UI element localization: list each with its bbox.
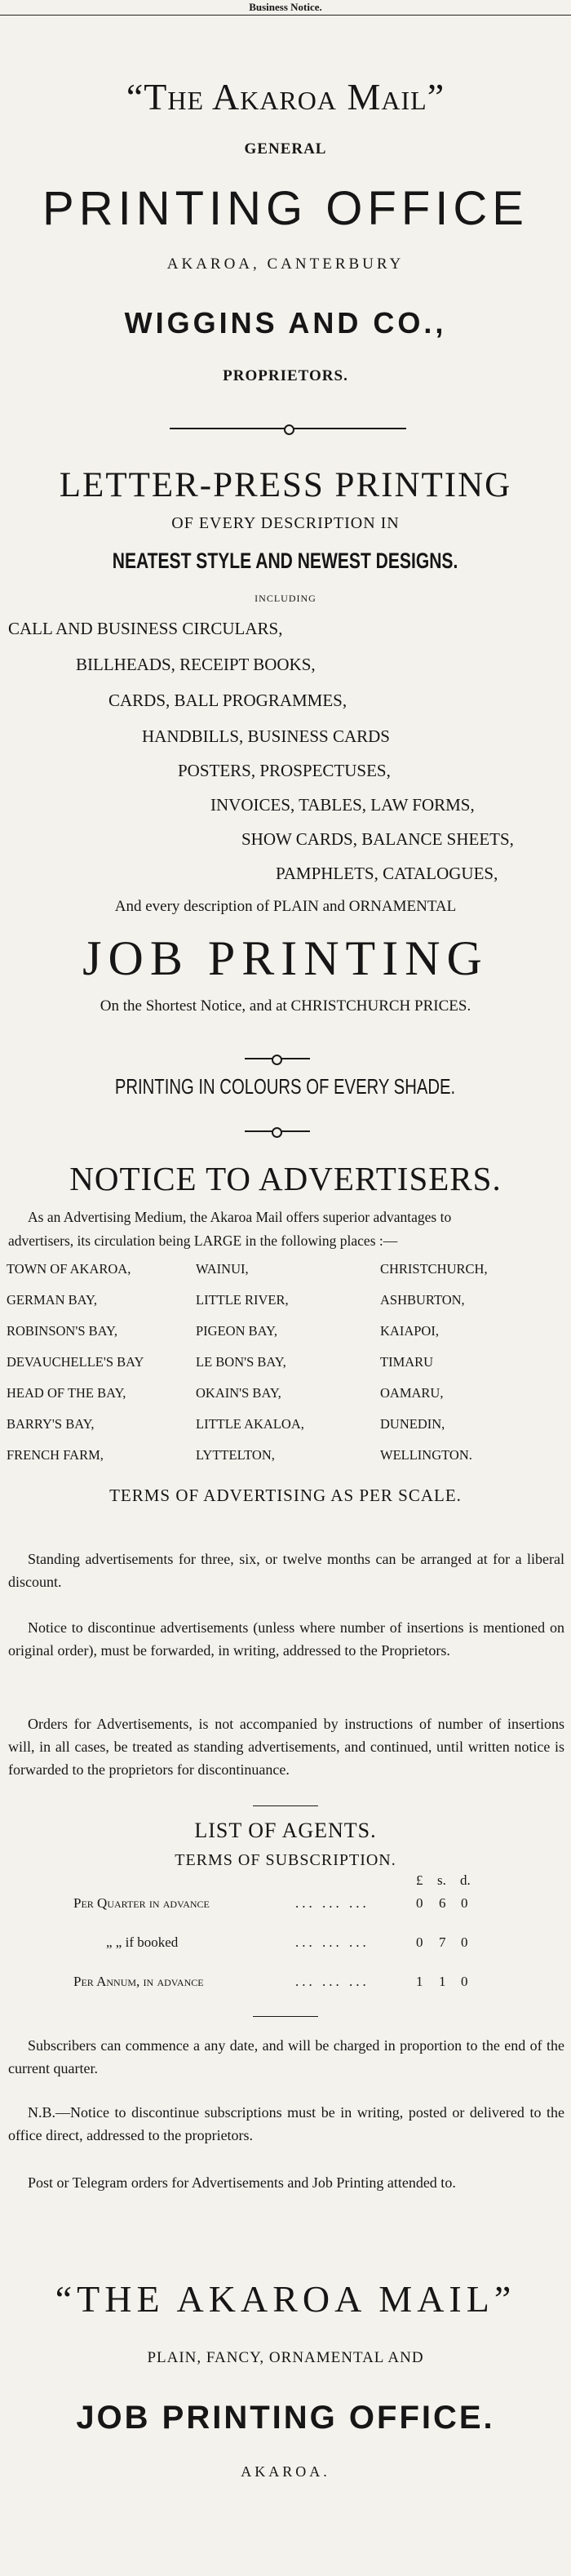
place-name: WAINUI, [196,1261,249,1277]
footer-paper-name: “THE AKAROA MAIL” [55,2278,516,2320]
subscription-label: Per Annum, in advance [73,1974,204,1989]
divider-ornament [272,1055,282,1065]
letterpress-heading: LETTER-PRESS PRINTING [59,466,512,504]
divider-rule [253,1805,318,1806]
footer-office: JOB PRINTING OFFICE. [76,2400,495,2436]
masthead-firm: WIGGINS AND CO., [124,306,447,340]
letterpress-sub1: OF EVERY DESCRIPTION IN [171,514,400,532]
col-shillings: s. [437,1872,446,1888]
subscription-shillings: 7 [439,1934,446,1950]
footer-place: AKAROA. [241,2463,330,2480]
subscription-shillings: 1 [439,1974,446,1989]
letterpress-item: INVOICES, TABLES, LAW FORMS, [210,795,475,815]
place-name: LE BON'S BAY, [196,1354,286,1370]
letterpress-sub2 [0,549,571,574]
section-label: Business Notice. [249,1,322,13]
header-strip [0,0,571,16]
place-name: PIGEON BAY, [196,1323,277,1339]
subscription-pounds: 0 [416,1934,423,1950]
letterpress-including: INCLUDING [255,593,316,604]
divider-rule [170,428,406,429]
place-name: WELLINGTON. [380,1447,472,1463]
subscription-pence: 0 [461,1895,468,1911]
divider-ornament [284,424,294,435]
subscription-pence: 0 [461,1934,468,1950]
place-name: BARRY'S BAY, [7,1416,95,1432]
subscription-pence: 0 [461,1974,468,1989]
place-name: KAIAPOI, [380,1323,439,1339]
job-printing-sub: On the Shortest Notice, and at CHRISTCHURCH PRICES. [100,997,471,1015]
place-name: TIMARU [380,1354,434,1370]
subscribers-commence-text: Subscribers can commence a any date, and will be charged in proportion to the end of the current quarter. [8,2037,564,2076]
advertisers-intro-2: advertisers, its circulation being LARGE in the following places :— [8,1232,398,1249]
place-name: TOWN OF AKAROA, [7,1261,131,1277]
place-name: LYTTELTON, [196,1447,275,1463]
letterpress-item: POSTERS, PROSPECTUSES, [178,761,391,780]
subscription-dots: ... ... ... [295,1895,370,1911]
place-name: DUNEDIN, [380,1416,445,1432]
advertising-terms: TERMS OF ADVERTISING AS PER SCALE. [109,1486,462,1505]
place-name: OAMARU, [380,1385,444,1401]
letterpress-item: HANDBILLS, BUSINESS CARDS [142,726,390,746]
subscribers-nb-paragraph [8,2101,564,2147]
subscription-label: „ „ if booked [106,1934,179,1950]
subscription-pounds: 0 [416,1895,423,1911]
subscribers-commence-paragraph [8,2034,564,2080]
every-description-line: And every description of PLAIN and ORNAMENTAL [114,898,457,915]
subscription-dots: ... ... ... [295,1934,370,1950]
place-name: ROBINSON'S BAY, [7,1323,117,1339]
subscribers-post-paragraph [8,2171,564,2194]
colours-line [0,1074,571,1099]
place-name: DEVAUCHELLE'S BAY [7,1354,144,1370]
advertisers-intro-1: As an Advertising Medium, the Akaroa Mail offers superior advantages to [28,1209,452,1225]
orders-paragraph [8,1712,564,1781]
place-name: ASHBURTON, [380,1292,465,1308]
letterpress-item: CARDS, BALL PROGRAMMES, [108,691,347,710]
divider-rule [253,2016,318,2017]
advertisers-heading: NOTICE TO ADVERTISERS. [69,1160,502,1197]
job-printing-heading: JOB PRINTING [82,931,489,985]
colours-line-text: PRINTING IN COLOURS OF EVERY SHADE. [115,1074,456,1099]
orders-text: Orders for Advertisements, is not accompanied by instructions of number of insertions will, in all cases, be treated as standing advertisements, and continued, until written notice is forwarded to the proprietors for discontinuance. [8,1716,564,1778]
divider-rule [245,1058,310,1059]
subscribers-post-text: Post or Telegram orders for Advertisements and Job Printing attended to. [28,2174,456,2191]
subscription-shillings: 6 [439,1895,446,1911]
standing-paragraph [8,1548,564,1593]
place-name: CHRISTCHURCH, [380,1261,488,1277]
place-name: OKAIN'S BAY, [196,1385,281,1401]
discontinue-paragraph [8,1616,564,1662]
place-name: HEAD OF THE BAY, [7,1385,126,1401]
place-name: LITTLE RIVER, [196,1292,289,1308]
agents-heading: LIST OF AGENTS. [194,1819,377,1842]
subscription-terms-heading: TERMS OF SUBSCRIPTION. [175,1851,396,1869]
footer-types: PLAIN, FANCY, ORNAMENTAL AND [147,2349,424,2366]
subscription-label: Per Quarter in advance [73,1895,210,1911]
discontinue-text: Notice to discontinue advertisements (unless where number of insertions is mentioned on original order), must be forwarded, in writing, addressed to the Proprietors. [8,1619,564,1659]
letterpress-item: PAMPHLETS, CATALOGUES, [276,864,498,883]
place-name: FRENCH FARM, [7,1447,104,1463]
masthead-proprietors: PROPRIETORS. [223,367,348,384]
letterpress-item: SHOW CARDS, BALANCE SHEETS, [241,829,514,849]
masthead-title: “The Akaroa Mail” [126,76,445,118]
col-pence: d. [460,1872,471,1888]
masthead-printing-office: PRINTING OFFICE [42,182,529,235]
letterpress-item: BILLHEADS, RECEIPT BOOKS, [76,655,316,674]
place-name: GERMAN BAY, [7,1292,97,1308]
standing-text: Standing advertisements for three, six, or twelve months can be arranged at for a liberal discount. [8,1551,564,1590]
masthead-location: AKAROA, CANTERBURY [166,255,405,273]
subscribers-nb-text: N.B.—Notice to discontinue subscriptions must be in writing, posted or delivered to the office direct, addressed to the proprietors. [8,2104,564,2143]
divider-ornament [272,1127,282,1138]
subscription-dots: ... ... ... [295,1974,370,1989]
divider-rule [245,1130,310,1132]
subscription-pounds: 1 [416,1974,423,1989]
col-pounds: £ [416,1872,423,1888]
masthead-general: GENERAL [244,140,327,158]
place-name: LITTLE AKALOA, [196,1416,304,1432]
letterpress-sub2-text: NEATEST STYLE AND NEWEST DESIGNS. [113,549,458,573]
letterpress-item: CALL AND BUSINESS CIRCULARS, [8,619,283,638]
